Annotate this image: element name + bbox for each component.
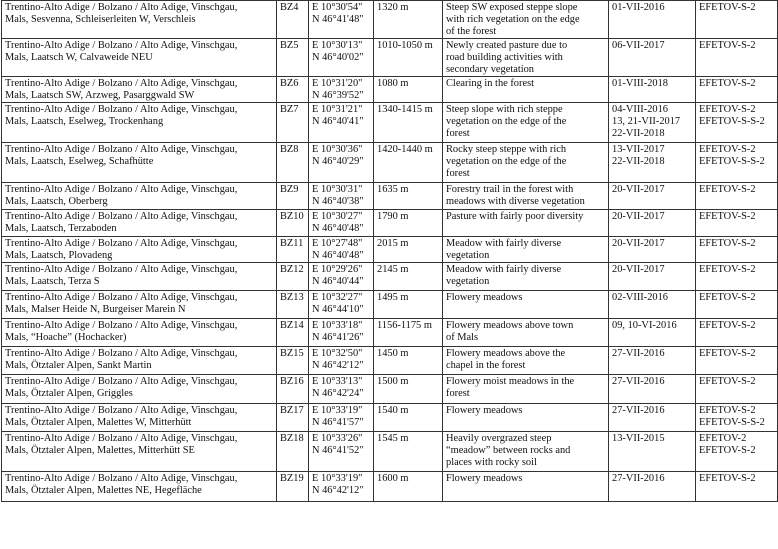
collectors-cell xyxy=(696,432,778,472)
locality-line: Mals, Laatsch, Terzaboden xyxy=(5,223,117,234)
collectors-cell xyxy=(696,143,778,183)
locality-cell xyxy=(2,103,277,143)
habitat-line: Steep SW exposed steppe slope xyxy=(446,2,578,13)
collectors-cell xyxy=(696,103,778,143)
coordinates-line: E 10°33'13" xyxy=(312,376,363,387)
habitat-cell xyxy=(443,39,609,77)
coordinates-line: N 46°39'52" xyxy=(312,90,364,101)
dates-line: 27-VII-2016 xyxy=(612,405,665,416)
altitude-cell: 1320 m xyxy=(374,1,443,39)
altitude-cell: 1495 m xyxy=(374,291,443,319)
locality-cell xyxy=(2,1,277,39)
locality-cell xyxy=(2,237,277,263)
coordinates-cell xyxy=(309,210,374,237)
coordinates-line: N 46°40'44" xyxy=(312,276,364,287)
collectors-cell xyxy=(696,39,778,77)
habitat-line: Flowery meadows above town xyxy=(446,320,574,331)
locality-cell xyxy=(2,291,277,319)
coordinates-line: N 46°40'41" xyxy=(312,116,364,127)
locality-line: Trentino-Alto Adige / Bolzano / Alto Adige, Vinschgau, xyxy=(5,184,238,195)
habitat-line: vegetation on the edge of the xyxy=(446,156,567,167)
locality-line: Mals, Malser Heide N, Burgeiser Marein N xyxy=(5,304,186,315)
site-code-cell: BZ13 xyxy=(277,291,309,319)
coordinates-line: E 10°29'26" xyxy=(312,264,363,275)
dates-cell xyxy=(609,404,696,432)
habitat-line: Flowery meadows xyxy=(446,292,523,303)
collectors-line: EFETOV-S-2 xyxy=(699,78,756,89)
locality-line: Trentino-Alto Adige / Bolzano / Alto Adige, Vinschgau, xyxy=(5,238,238,249)
site-code-cell: BZ18 xyxy=(277,432,309,472)
coordinates-line: E 10°32'50" xyxy=(312,348,363,359)
collectors-line: EFETOV-S-2 xyxy=(699,405,756,416)
collectors-cell xyxy=(696,472,778,502)
coordinates-line: N 46°40'48" xyxy=(312,223,364,234)
dates-cell xyxy=(609,103,696,143)
collectors-line: EFETOV-S-S-2 xyxy=(699,156,765,167)
dates-line: 13, 21-VII-2017 xyxy=(612,116,681,127)
collectors-cell xyxy=(696,347,778,375)
locality-line: Trentino-Alto Adige / Bolzano / Alto Adige, Vinschgau, xyxy=(5,320,238,331)
dates-line: 22-VII-2018 xyxy=(612,128,665,139)
habitat-line: vegetation xyxy=(446,276,490,287)
table-row xyxy=(2,347,778,375)
coordinates-line: N 46°41'57" xyxy=(312,417,364,428)
locality-cell xyxy=(2,404,277,432)
table-row xyxy=(2,319,778,347)
collectors-line: EFETOV-S-2 xyxy=(699,144,756,155)
altitude-cell: 1080 m xyxy=(374,77,443,103)
collectors-line: EFETOV-2 xyxy=(699,433,747,444)
coordinates-line: E 10°33'18" xyxy=(312,320,363,331)
dates-cell xyxy=(609,263,696,291)
habitat-line: with rich vegetation on the edge xyxy=(446,14,580,25)
locality-cell xyxy=(2,183,277,210)
table-row xyxy=(2,404,778,432)
coordinates-cell xyxy=(309,237,374,263)
site-code-cell: BZ7 xyxy=(277,103,309,143)
table-row xyxy=(2,291,778,319)
coordinates-line: N 46°40'29" xyxy=(312,156,364,167)
locality-line: Trentino-Alto Adige / Bolzano / Alto Adige, Vinschgau, xyxy=(5,376,238,387)
dates-line: 20-VII-2017 xyxy=(612,238,665,249)
altitude-cell: 1790 m xyxy=(374,210,443,237)
coordinates-line: N 46°44'10" xyxy=(312,304,364,315)
collectors-cell xyxy=(696,77,778,103)
site-code-cell: BZ9 xyxy=(277,183,309,210)
site-code-cell: BZ4 xyxy=(277,1,309,39)
coordinates-line: N 46°41'52" xyxy=(312,445,364,456)
habitat-line: road building activities with xyxy=(446,52,563,63)
locality-line: Trentino-Alto Adige / Bolzano / Alto Adige, Vinschgau, xyxy=(5,78,238,89)
habitat-line: of the forest xyxy=(446,26,497,37)
collectors-cell xyxy=(696,210,778,237)
table-row xyxy=(2,183,778,210)
habitat-cell xyxy=(443,237,609,263)
collectors-line: EFETOV-S-2 xyxy=(699,376,756,387)
habitat-cell xyxy=(443,347,609,375)
dates-cell xyxy=(609,39,696,77)
coordinates-line: E 10°33'19" xyxy=(312,405,363,416)
table-row xyxy=(2,210,778,237)
coordinates-cell xyxy=(309,291,374,319)
coordinates-line: N 46°42'12" xyxy=(312,485,364,496)
coordinates-line: E 10°30'27" xyxy=(312,211,363,222)
dates-line: 22-VII-2018 xyxy=(612,156,665,167)
locality-cell xyxy=(2,319,277,347)
habitat-line: chapel in the forest xyxy=(446,360,526,371)
dates-line: 01-VIII-2018 xyxy=(612,78,668,89)
habitat-line: Rocky steep steppe with rich xyxy=(446,144,567,155)
coordinates-cell xyxy=(309,263,374,291)
habitat-cell xyxy=(443,319,609,347)
altitude-cell: 1010-1050 m xyxy=(374,39,443,77)
dates-line: 13-VII-2017 xyxy=(612,144,665,155)
table-row xyxy=(2,77,778,103)
dates-line: 20-VII-2017 xyxy=(612,264,665,275)
altitude-cell: 1635 m xyxy=(374,183,443,210)
collectors-line: EFETOV-S-2 xyxy=(699,2,756,13)
coordinates-cell xyxy=(309,103,374,143)
table-body xyxy=(2,1,778,502)
habitat-line: Flowery moist meadows in the xyxy=(446,376,575,387)
habitat-line: vegetation on the edge of the xyxy=(446,116,567,127)
dates-cell xyxy=(609,432,696,472)
coordinates-line: N 46°40'02" xyxy=(312,52,364,63)
habitat-line: Clearing in the forest xyxy=(446,78,535,89)
habitat-line: forest xyxy=(446,168,470,179)
altitude-cell: 1540 m xyxy=(374,404,443,432)
coordinates-line: E 10°30'54" xyxy=(312,2,363,13)
collectors-line: EFETOV-S-2 xyxy=(699,104,756,115)
locality-line: Trentino-Alto Adige / Bolzano / Alto Adige, Vinschgau, xyxy=(5,211,238,222)
collectors-line: EFETOV-S-2 xyxy=(699,40,756,51)
locality-cell xyxy=(2,263,277,291)
habitat-line: forest xyxy=(446,128,470,139)
habitat-cell xyxy=(443,375,609,404)
coordinates-line: N 46°42'24" xyxy=(312,388,364,399)
habitat-line: places with rocky soil xyxy=(446,457,537,468)
habitat-line: Meadow with fairly diverse xyxy=(446,238,562,249)
altitude-cell: 1450 m xyxy=(374,347,443,375)
habitat-cell xyxy=(443,432,609,472)
altitude-cell: 1340-1415 m xyxy=(374,103,443,143)
dates-cell xyxy=(609,143,696,183)
habitat-cell xyxy=(443,1,609,39)
dates-line: 09, 10-VI-2016 xyxy=(612,320,677,331)
habitat-line: Flowery meadows above the xyxy=(446,348,566,359)
dates-cell xyxy=(609,347,696,375)
coordinates-cell xyxy=(309,77,374,103)
table-row xyxy=(2,143,778,183)
locality-line: Trentino-Alto Adige / Bolzano / Alto Adige, Vinschgau, xyxy=(5,292,238,303)
locality-line: Trentino-Alto Adige / Bolzano / Alto Adige, Vinschgau, xyxy=(5,433,238,444)
locality-cell xyxy=(2,347,277,375)
locality-line: Mals, Ötztaler Alpen, Griggles xyxy=(5,388,133,399)
habitat-line: secondary vegetation xyxy=(446,64,534,75)
site-code-cell: BZ5 xyxy=(277,39,309,77)
dates-cell xyxy=(609,183,696,210)
collectors-line: EFETOV-S-2 xyxy=(699,211,756,222)
locality-line: Trentino-Alto Adige / Bolzano / Alto Adige, Vinschgau, xyxy=(5,348,238,359)
dates-cell xyxy=(609,1,696,39)
collectors-cell xyxy=(696,237,778,263)
site-code-cell: BZ19 xyxy=(277,472,309,502)
coordinates-line: E 10°27'48" xyxy=(312,238,363,249)
coordinates-cell xyxy=(309,183,374,210)
table-row xyxy=(2,432,778,472)
coordinates-cell xyxy=(309,404,374,432)
dates-cell xyxy=(609,77,696,103)
collectors-cell xyxy=(696,263,778,291)
collectors-cell xyxy=(696,291,778,319)
coordinates-cell xyxy=(309,319,374,347)
site-code-cell: BZ17 xyxy=(277,404,309,432)
dates-line: 13-VII-2015 xyxy=(612,433,665,444)
dates-cell xyxy=(609,472,696,502)
coordinates-line: E 10°31'20" xyxy=(312,78,363,89)
locality-table xyxy=(1,0,778,502)
habitat-line: vegetation xyxy=(446,250,490,261)
altitude-cell: 2015 m xyxy=(374,237,443,263)
habitat-line: forest xyxy=(446,388,470,399)
habitat-line: Pasture with fairly poor diversity xyxy=(446,211,584,222)
locality-line: Trentino-Alto Adige / Bolzano / Alto Adige, Vinschgau, xyxy=(5,40,238,51)
collectors-cell xyxy=(696,1,778,39)
coordinates-line: E 10°30'31" xyxy=(312,184,363,195)
altitude-cell: 2145 m xyxy=(374,263,443,291)
collectors-line: EFETOV-S-2 xyxy=(699,238,756,249)
collectors-line: EFETOV-S-S-2 xyxy=(699,417,765,428)
table-row xyxy=(2,103,778,143)
coordinates-line: E 10°32'27" xyxy=(312,292,363,303)
habitat-line: “meadow” between rocks and xyxy=(446,445,571,456)
habitat-line: meadows with diverse vegetation xyxy=(446,196,585,207)
habitat-line: Flowery meadows xyxy=(446,473,523,484)
habitat-line: Newly created pasture due to xyxy=(446,40,568,51)
collectors-cell xyxy=(696,319,778,347)
dates-line: 27-VII-2016 xyxy=(612,376,665,387)
locality-line: Mals, Laatsch W, Calvaweide NEU xyxy=(5,52,153,63)
locality-cell xyxy=(2,375,277,404)
habitat-cell xyxy=(443,291,609,319)
table-row xyxy=(2,39,778,77)
coordinates-cell xyxy=(309,39,374,77)
coordinates-cell xyxy=(309,347,374,375)
habitat-cell xyxy=(443,77,609,103)
habitat-cell xyxy=(443,472,609,502)
locality-line: Mals, Ötztaler Alpen, Sankt Martin xyxy=(5,360,152,371)
locality-line: Trentino-Alto Adige / Bolzano / Alto Adige, Vinschgau, xyxy=(5,2,238,13)
dates-line: 01-VII-2016 xyxy=(612,2,665,13)
dates-line: 20-VII-2017 xyxy=(612,184,665,195)
site-code-cell: BZ14 xyxy=(277,319,309,347)
locality-cell xyxy=(2,432,277,472)
coordinates-line: E 10°30'13" xyxy=(312,40,363,51)
locality-line: Trentino-Alto Adige / Bolzano / Alto Adige, Vinschgau, xyxy=(5,264,238,275)
altitude-cell: 1500 m xyxy=(374,375,443,404)
collectors-line: EFETOV-S-2 xyxy=(699,184,756,195)
table-row xyxy=(2,472,778,502)
habitat-cell xyxy=(443,210,609,237)
site-code-cell: BZ15 xyxy=(277,347,309,375)
locality-line: Trentino-Alto Adige / Bolzano / Alto Adige, Vinschgau, xyxy=(5,144,238,155)
locality-line: Mals, Laatsch, Oberberg xyxy=(5,196,108,207)
habitat-cell xyxy=(443,103,609,143)
dates-cell xyxy=(609,291,696,319)
collectors-line: EFETOV-S-2 xyxy=(699,445,756,456)
locality-cell xyxy=(2,210,277,237)
locality-cell xyxy=(2,77,277,103)
coordinates-cell xyxy=(309,432,374,472)
habitat-cell xyxy=(443,143,609,183)
dates-cell xyxy=(609,237,696,263)
dates-line: 27-VII-2016 xyxy=(612,473,665,484)
habitat-line: Heavily overgrazed steep xyxy=(446,433,552,444)
coordinates-line: E 10°31'21" xyxy=(312,104,363,115)
locality-cell xyxy=(2,472,277,502)
dates-line: 20-VII-2017 xyxy=(612,211,665,222)
coordinates-cell xyxy=(309,375,374,404)
dates-line: 06-VII-2017 xyxy=(612,40,665,51)
habitat-line: Steep slope with rich steppe xyxy=(446,104,563,115)
coordinates-line: E 10°33'26" xyxy=(312,433,363,444)
collectors-line: EFETOV-S-2 xyxy=(699,473,756,484)
locality-cell xyxy=(2,39,277,77)
locality-line: Mals, Laatsch, Terza S xyxy=(5,276,100,287)
collectors-line: EFETOV-S-S-2 xyxy=(699,116,765,127)
locality-line: Mals, “Hoache” (Hochacker) xyxy=(5,332,127,343)
dates-line: 27-VII-2016 xyxy=(612,348,665,359)
locality-line: Trentino-Alto Adige / Bolzano / Alto Adige, Vinschgau, xyxy=(5,405,238,416)
locality-line: Mals, Ötztaler Alpen, Malettes, Mitterhütt SE xyxy=(5,445,195,456)
collectors-line: EFETOV-S-2 xyxy=(699,348,756,359)
habitat-line: Meadow with fairly diverse xyxy=(446,264,562,275)
coordinates-line: E 10°30'36" xyxy=(312,144,363,155)
locality-line: Mals, Ötztaler Alpen, Malettes NE, Hegefläche xyxy=(5,485,202,496)
table-row xyxy=(2,375,778,404)
site-code-cell: BZ11 xyxy=(277,237,309,263)
locality-line: Mals, Laatsch SW, Arzweg, Pasarggwald SW xyxy=(5,90,195,101)
coordinates-cell xyxy=(309,472,374,502)
collectors-cell xyxy=(696,375,778,404)
altitude-cell: 1420-1440 m xyxy=(374,143,443,183)
coordinates-line: N 46°42'12" xyxy=(312,360,364,371)
locality-line: Trentino-Alto Adige / Bolzano / Alto Adige, Vinschgau, xyxy=(5,104,238,115)
dates-line: 04-VIII-2016 xyxy=(612,104,668,115)
altitude-cell: 1545 m xyxy=(374,432,443,472)
site-code-cell: BZ6 xyxy=(277,77,309,103)
coordinates-line: N 46°41'48" xyxy=(312,14,364,25)
habitat-cell xyxy=(443,263,609,291)
dates-line: 02-VIII-2016 xyxy=(612,292,668,303)
locality-line: Mals, Laatsch, Plovadeng xyxy=(5,250,113,261)
coordinates-line: N 46°41'26" xyxy=(312,332,364,343)
dates-cell xyxy=(609,375,696,404)
collectors-line: EFETOV-S-2 xyxy=(699,264,756,275)
collectors-line: EFETOV-S-2 xyxy=(699,320,756,331)
coordinates-line: N 46°40'38" xyxy=(312,196,364,207)
dates-cell xyxy=(609,210,696,237)
site-code-cell: BZ8 xyxy=(277,143,309,183)
habitat-line: Flowery meadows xyxy=(446,405,523,416)
altitude-cell: 1156-1175 m xyxy=(374,319,443,347)
collectors-line: EFETOV-S-2 xyxy=(699,292,756,303)
dates-cell xyxy=(609,319,696,347)
locality-line: Mals, Laatsch, Eselweg, Trockenhang xyxy=(5,116,164,127)
locality-cell xyxy=(2,143,277,183)
habitat-line: of Mals xyxy=(446,332,479,343)
site-code-cell: BZ10 xyxy=(277,210,309,237)
table-row xyxy=(2,263,778,291)
site-code-cell: BZ12 xyxy=(277,263,309,291)
locality-line: Trentino-Alto Adige / Bolzano / Alto Adige, Vinschgau, xyxy=(5,473,238,484)
locality-line: Mals, Laatsch, Eselweg, Schafhütte xyxy=(5,156,154,167)
altitude-cell: 1600 m xyxy=(374,472,443,502)
habitat-line: Forestry trail in the forest with xyxy=(446,184,574,195)
locality-line: Mals, Sesvenna, Schleiserleiten W, Verschleis xyxy=(5,14,196,25)
coordinates-line: N 46°40'48" xyxy=(312,250,364,261)
coordinates-cell xyxy=(309,143,374,183)
coordinates-line: E 10°33'19" xyxy=(312,473,363,484)
locality-line: Mals, Ötztaler Alpen, Malettes W, Mitterhütt xyxy=(5,417,192,428)
site-code-cell: BZ16 xyxy=(277,375,309,404)
table-row xyxy=(2,1,778,39)
collectors-cell xyxy=(696,183,778,210)
collectors-cell xyxy=(696,404,778,432)
table-row xyxy=(2,237,778,263)
habitat-cell xyxy=(443,183,609,210)
habitat-cell xyxy=(443,404,609,432)
coordinates-cell xyxy=(309,1,374,39)
